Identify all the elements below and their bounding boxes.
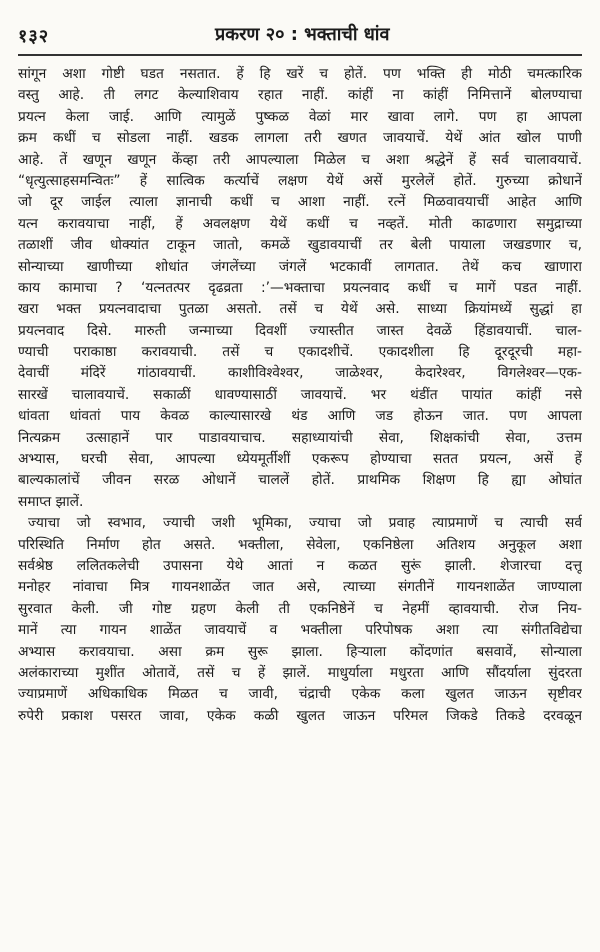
text-line: धांवता धांवतां पाय केवळ काल्यासारखे थंड आणि जड होऊन जात. पण आपला: [18, 408, 582, 425]
chapter-title: प्रकरण २० : भक्ताची धांव: [215, 24, 390, 45]
header-divider: [18, 54, 582, 56]
text-line: मनोहर नांवाचा मित्र गायनशाळेंत जात असे, त्याच्या संगतीनें गायनशाळेंत जाण्याला: [18, 579, 582, 596]
text-line: बाल्यकालांचें जीवन सरळ ओधानें चाललें होतें. प्राथमिक शिक्षण हि ह्या ओघांत: [18, 472, 582, 489]
text-line: ण्याची पराकाष्ठा करावयाची. तसें च एकादशीचें. एकादशीला हि दूरदूरची महा-: [18, 344, 582, 361]
text-line: सारखें चालावयाचें. सकाळीं धावण्यासाठीं जावयाचें. भर थंडींत पायांत कांहीं नसे: [18, 386, 582, 403]
text-line: अभ्यास, घरची सेवा, आपल्या ध्येयमूर्तीशीं एकरूप होण्याचा सतत प्रयत्न, असें हें: [18, 451, 582, 468]
text-line: देवाचीं मंदिरें गांठावयाचीं. काशीविश्वेश्वर, जाळेश्वर, केदारेश्वर, विगलेश्वर—एक-: [18, 365, 582, 382]
text-line: सांगून अशा गोष्टी घडत नसतात. हें हि खरें च होतें. पण भक्ति ही मोठी चमत्कारिक: [18, 66, 582, 82]
text-line: अभ्यास करावयाचा. असा क्रम सुरू झाला. हिऱ्याला कोंदणांत बसवावें, सोन्याला: [18, 643, 582, 660]
text-line: ज्याप्रमाणें अधिकाधिक मिळत च जावी, चंद्राची एकेक कला खुलत जाऊन सृष्टीवर: [18, 686, 582, 703]
text-line: प्रयत्नवाद दिसे. मारुती जन्माच्या दिवशीं ज्यास्तीत जास्त देवळें हिंडावयाचीं. चाल-: [18, 322, 582, 339]
text-line: वस्तु आहे. ती लगट केल्याशिवाय रहात नाहीं. कांहीं ना कांहीं निमित्तानें बोलण्याचा: [18, 87, 582, 104]
text-line: प्रयत्न केला जाई. आणि त्यामुळें पुष्कळ वेळां मार खावा लागे. पण हा आपला: [18, 108, 582, 125]
text-line: जो दूर जाईल त्याला ज्ञानाची कधीं च आशा नाहीं. रत्नें मिळवावयाचीं आहेत आणि: [18, 194, 582, 211]
text-line: सुरवात केली. जी गोष्ट ग्रहण केली ती एकनिष्ठेनें च नेहमीं व्हावयाची. रोज निय-: [18, 600, 582, 617]
page-header: [0, 12, 600, 52]
text-line: खरा भक्त प्रयत्नवादाचा पुतळा असतो. तसें च येथें असे. साध्या क्रियांमध्यें सुद्धां हा: [18, 301, 582, 318]
text-line: रुपेरी प्रकाश पसरत जावा, एकेक कळी खुलत जाऊन परिमल जिकडे तिकडे दरवळून: [18, 707, 582, 724]
text-line: “धृत्युत्साहसमन्वितः” हें सात्विक कर्त्याचें लक्षण येथें असें मुरलेलें होतें. गुरुच्या क्रोधानें: [18, 172, 582, 189]
page-number: १३२: [18, 26, 50, 47]
text-line: मानें त्या गायन शाळेंत जावयाचें व भक्तीला परिपोषक अशा त्या संगीतविद्येचा: [18, 622, 582, 639]
text-line: यत्न करावयाचा नाहीं, हें अवलक्षण येथें कधीं च नव्हतें. मोती काढणारा समुद्राच्या: [18, 215, 582, 232]
text-line: परिस्थिति निर्माण होत असते. भक्तीला, सेवेला, एकनिष्ठेला अतिशय अनुकूल अशा: [18, 536, 582, 553]
text-line: ज्याचा जो स्वभाव, ज्याची जशी भूमिका, ज्याचा जो प्रवाह त्याप्रमाणें च त्याची सर्व: [28, 515, 582, 532]
text-line: काय कामाचा ? ‘यत्नतत्पर दृढव्रता :’—भक्ताचा प्रयत्नवाद कधीं च मागें पडत नाहीं.: [18, 279, 582, 296]
text-line: सोन्याच्या खाणीच्या शोधांत जंगलेंच्या जंगलें भटकावीं लागतात. तेथें कच खाणारा: [18, 258, 582, 275]
body-text: [18, 64, 582, 727]
text-line: नित्यक्रम उत्साहानें पार पाडावयाचाच. सहाध्यायांची सेवा, शिक्षकांची सेवा, उत्तम: [18, 429, 582, 446]
text-line: क्रम कधीं च सोडला नाहीं. खडक लागला तरी खणत जावयाचें. येथें आंत खोल पाणी: [18, 130, 582, 147]
text-line: अलंकाराच्या मुशींत ओतावें, तसें च हें झालें. माधुर्याला मधुरता आणि सौंदर्याला सुंदरता: [18, 664, 582, 681]
text-line: आहे. तें खणून खणून केंव्हा तरी आपल्याला मिळेल च अशा श्रद्धेनें हें सर्व चालावयाचें.: [18, 151, 582, 168]
text-line: सर्वश्रेष्ठ ललितकलेची उपासना येथे आतां न कळत सुरूं झाली. शेजारचा दत्तू: [18, 557, 582, 574]
text-line: तळाशीं जीव धोक्यांत टाकून जातो, कमळें खुडावयाचीं तर बेली पायाला जखडणार च,: [18, 237, 582, 254]
text-line: समाप्त झालें.: [18, 493, 84, 510]
